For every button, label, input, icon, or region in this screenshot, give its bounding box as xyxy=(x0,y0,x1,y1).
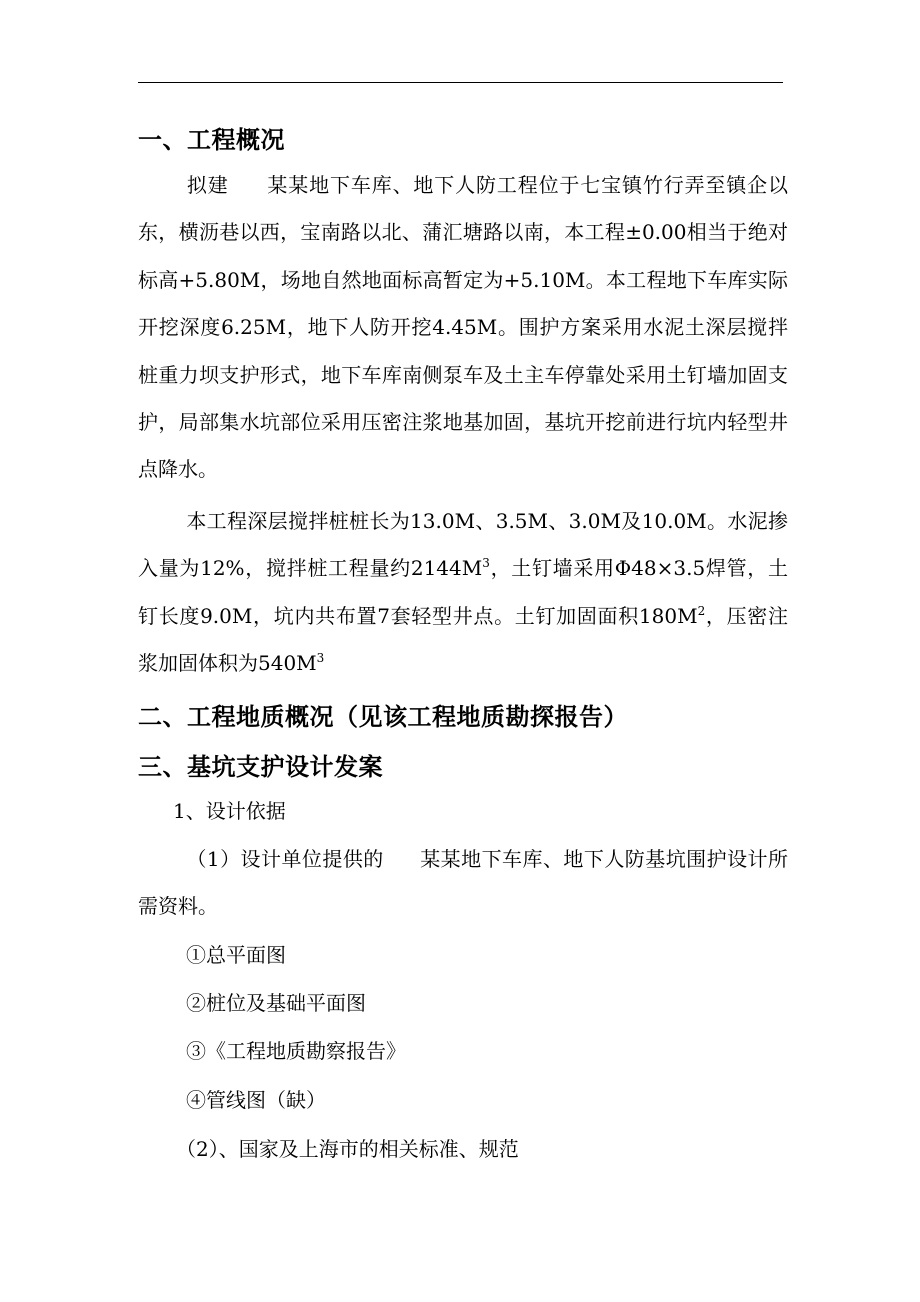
list-item: ③《工程地质勘察报告》 xyxy=(186,1039,406,1063)
list-item: ①总平面图 xyxy=(186,943,286,967)
paragraph-2-part-a: 本工程深层搅拌桩桩长为13.0M、3.5M、3.0M及10.0M。水泥掺入量为12%，搅拌桩工程量约2144M xyxy=(138,509,788,581)
design-basis-item: 1、设计依据 xyxy=(173,799,286,823)
list-item: ②桩位及基础平面图 xyxy=(186,991,366,1015)
paragraph-2-part-b: ，土钉墙采用Φ48×3.5焊管，土钉长度9.0M，坑内共布置7套轻型井点。土钉加固面积180M xyxy=(138,556,788,628)
sub-1-start: （1）设计单位提供的 xyxy=(186,847,384,871)
paragraph-1-rest: 某某地下车库、地下人防工程位于七宝镇竹行弄至镇企以东，横沥巷以西，宝南路以北、蒲汇塘路以南，本工程±0.00相当于绝对标高+5.80M，场地自然地面标高暂定为+5.10M。本工程地下车库实际开挖深度6.25M，地下人防开挖4.45M。围护方案采用水泥土深层搅拌桩重力坝支护形式，地下车库南侧泵车及土主车停靠处采用土钉墙加固支护，局部集水坑部位采用压密注浆地基加固，基坑开挖前进行坑内轻型井点降水。 xyxy=(138,173,789,482)
paragraph-2-part-c: ，压密注浆加固体积为540M xyxy=(138,603,789,676)
design-basis-sub-1 xyxy=(138,836,788,931)
paragraph-1-start: 拟建 xyxy=(186,173,229,197)
section-1-heading: 一、工程概况 xyxy=(138,125,285,154)
header-rule xyxy=(138,82,783,83)
section-1-paragraph-1 xyxy=(138,162,788,494)
list-item: ④管线图（缺） xyxy=(186,1088,326,1112)
section-3-heading: 三、基坑支护设计发案 xyxy=(138,752,383,781)
superscript-3: 3 xyxy=(482,556,490,571)
sub-1-rest: 某某地下车库、地下人防基坑围护设计所需资料。 xyxy=(138,847,788,919)
section-1-paragraph-2 xyxy=(138,498,788,688)
section-2-heading: 二、工程地质概况（见该工程地质勘探报告） xyxy=(138,702,628,731)
superscript-2: 2 xyxy=(697,603,706,618)
superscript-3: 3 xyxy=(316,651,325,666)
design-basis-sub-2: （2）、国家及上海市的相关标准、规范 xyxy=(176,1137,519,1161)
